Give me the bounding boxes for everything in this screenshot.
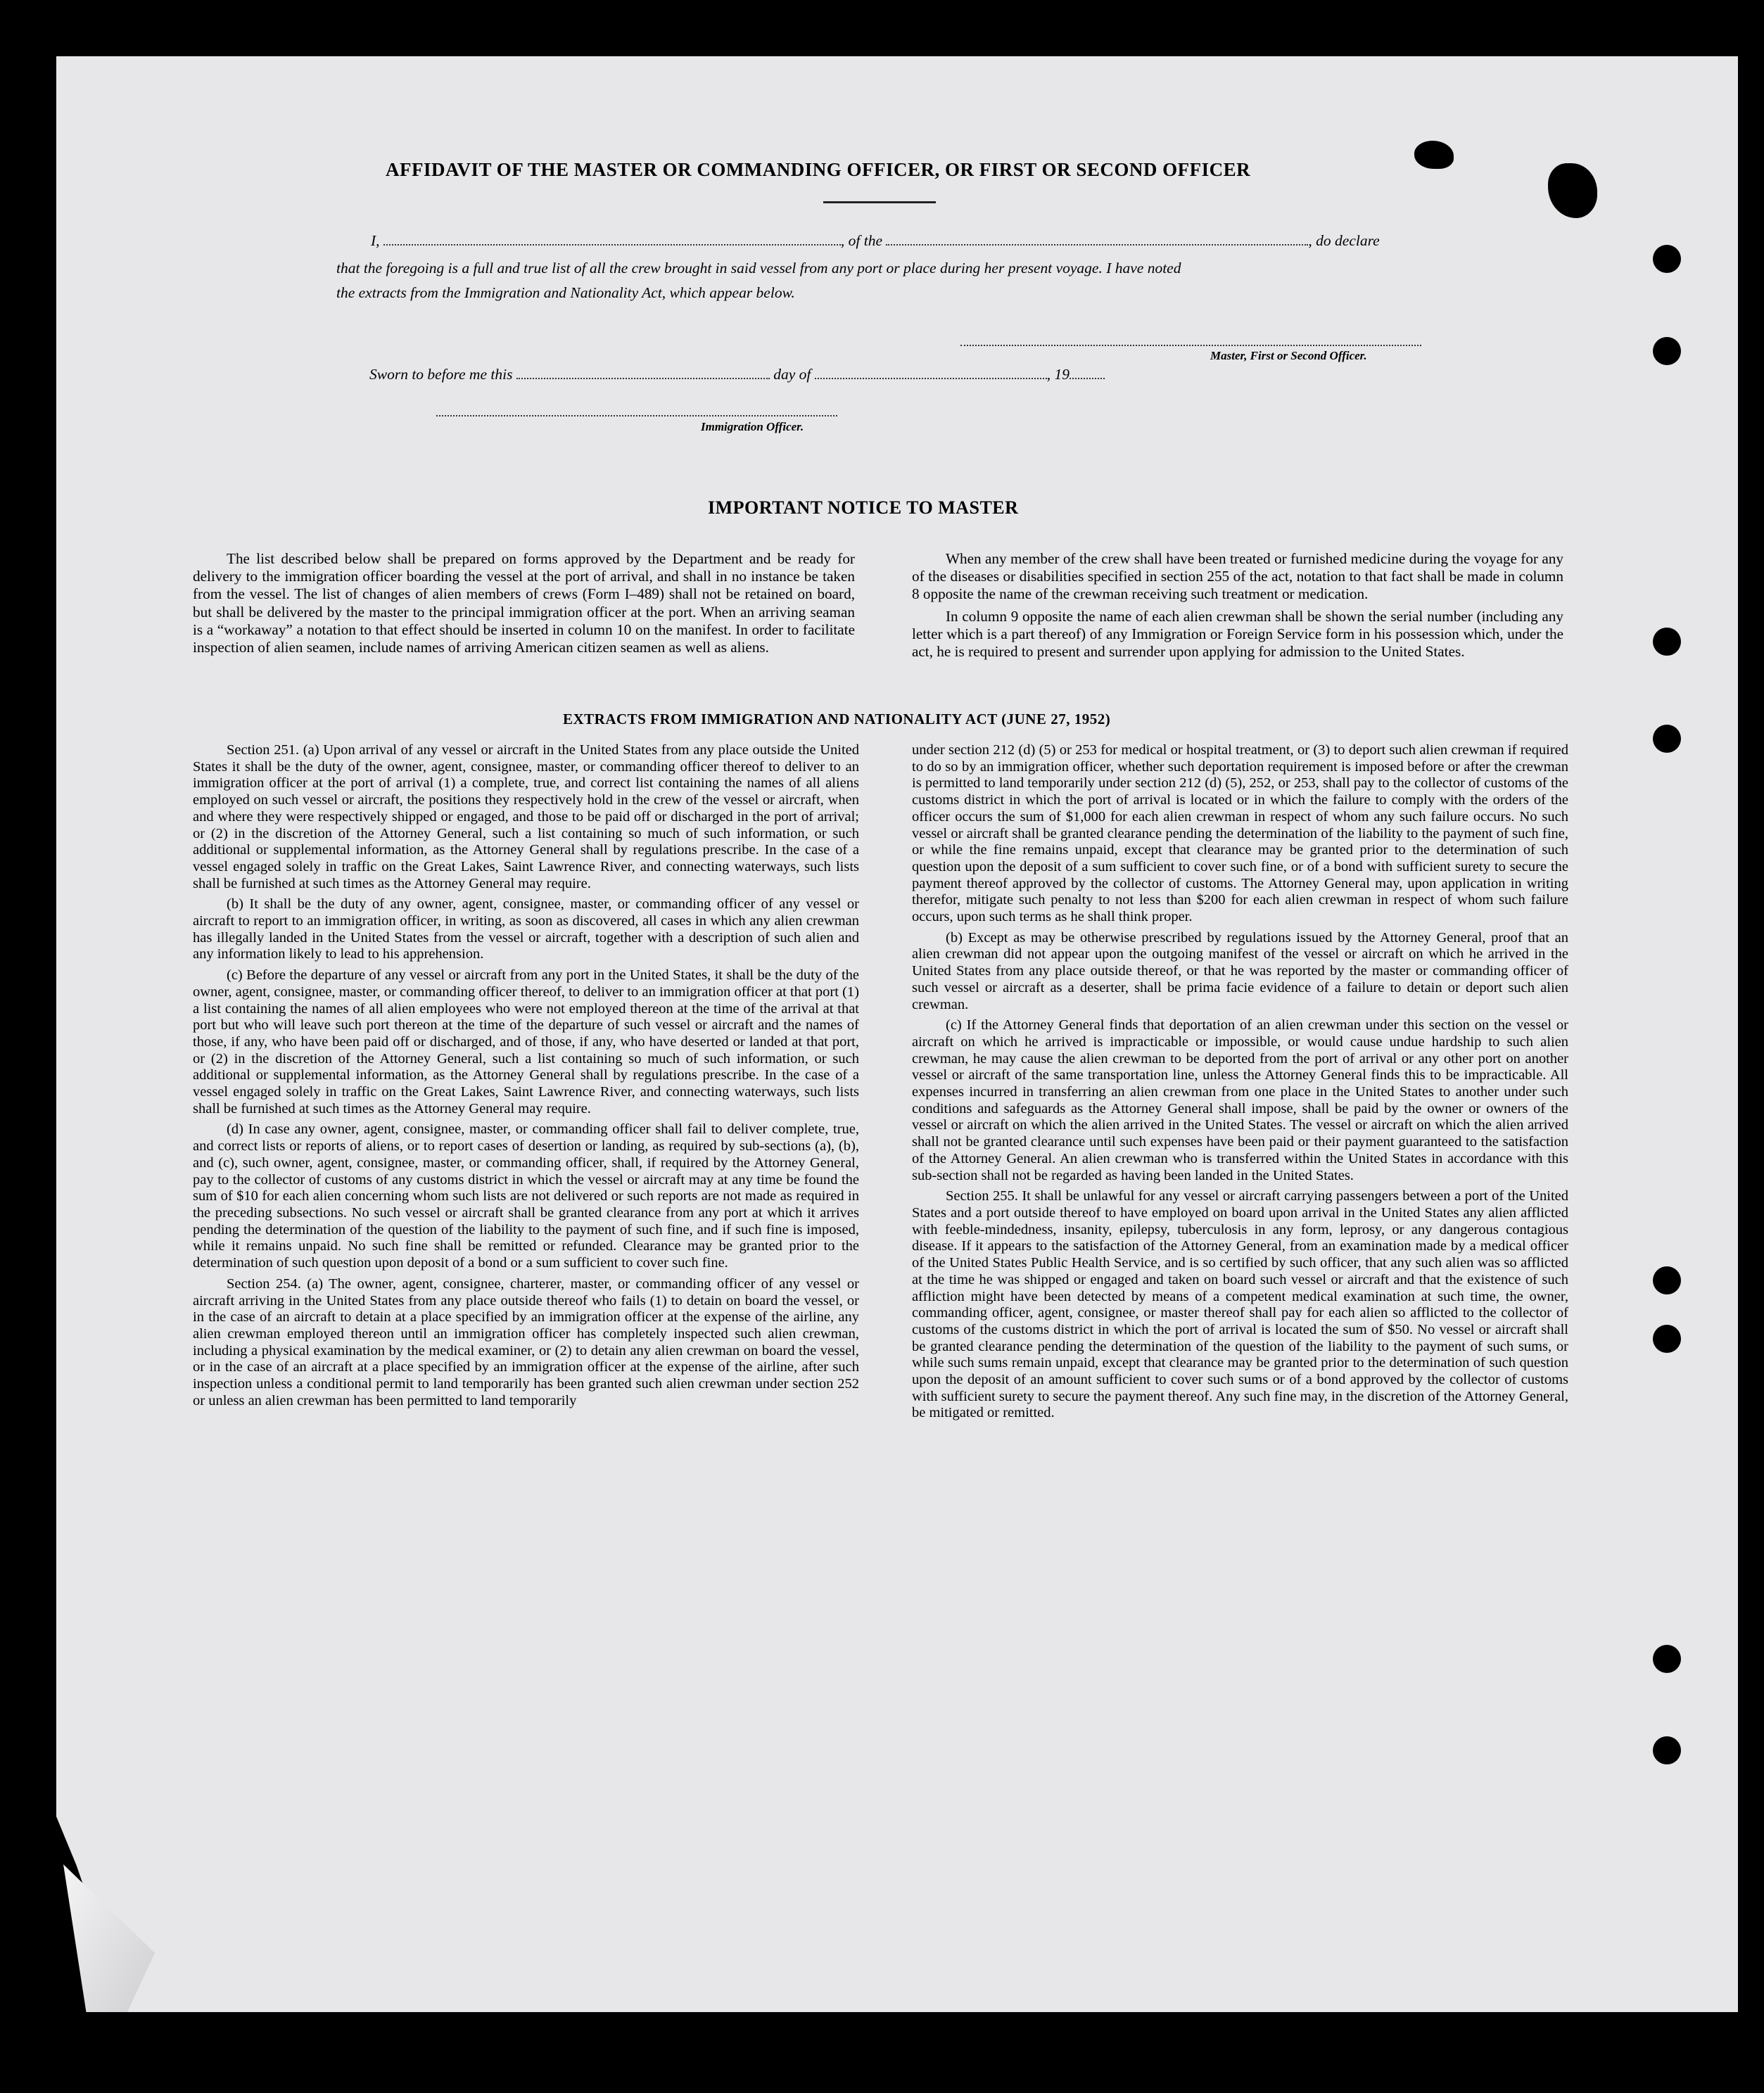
do-declare-label: , do declare bbox=[1308, 232, 1380, 249]
section-254a: Section 254. (a) The owner, agent, consignee, charterer, master, or commanding officer of any vessel or aircraft arriving in the United States from any place outside thereof who fails (1) to detain on board the vessel, or in the case of an aircraft to detain at a place specified by an immigration officer at the expense of the airline, any alien crewman employed thereon until an immigration officer has completely inspected such alien crewman, including a physical examination by the medical examiner, or (2) to detain any alien crewman on board the vessel, or in the case of an aircraft at a place specified by an immigration officer at the expense of the airline, after such inspection unless a conditional permit to land temporarily has been granted such alien crewman under section 252 or unless an alien crewman has been permitted to land temporarily bbox=[193, 1275, 859, 1408]
affidavit-line-3: the extracts from the Immigration and Nationality Act, which appear below. bbox=[336, 284, 795, 301]
sworn-year-field[interactable] bbox=[1070, 378, 1105, 379]
officer-signature-label: Immigration Officer. bbox=[701, 420, 804, 433]
section-254a-continued: under section 212 (d) (5) or 253 for medical or hospital treatment, or (3) to deport such alien crewman if required to do so by an immigration officer, whether such deportation requirement is imposed before or after the crewman is permitted to land temporarily under section 212 (d) (5), 252, or 253, shall pay to the collector of customs of the customs district in which the port of arrival is located or in which the failure to comply with the orders of the officer occurs the sum of $1,000 for each alien crewman in respect of whom any such failure occurs. No such vessel or aircraft shall be granted clearance pending the determination of the liability to the payment of such fine, or while the fine remains unpaid, except that clearance may be granted prior to the determination of such question upon the deposit of a sum sufficient to cover such fine, or of a bond with sufficient surety to secure the payment thereof approved by the collector of customs. The Attorney General may, upon application in writing therefor, mitigate such penalty to not less than $200 for each alien crewman in respect of whom such failure occurs, upon such terms as he shall think proper. bbox=[912, 742, 1568, 925]
day-of-label: day of bbox=[773, 366, 811, 383]
section-255: Section 255. It shall be unlawful for any vessel or aircraft carrying passengers between a port of the United States and a port outside thereof to have employed on board upon arrival in the United States any alien afflicted with feeble-mindedness, insanity, epilepsy, tuberculosis in any form, leprosy, or any dangerous contagious disease. If it appears to the satisfaction of the Attorney General, from an examination made by a medical officer of the United States Public Health Service, and is so certified by such officer, that any such alien was so afflicted at the time he was shipped or engaged and taken on board such vessel or aircraft and that the existence of such affliction might have been detected by means of a competent medical examination at such time, the owner, commanding officer, agent, consignee, or master thereof shall pay for each alien so afflicted to the collector of customs of the customs district in which the port of arrival is located the sum of $50. No vessel or aircraft shall be granted clearance pending the determination of the question of the liability to the payment of such sums, or while such sums remain unpaid, except that clearance may be granted prior to the determination of such question upon the deposit of an amount sufficient to cover such sums or of a bond approved by the collector of customs with sufficient surety to secure the payment thereof. Any such fine may, in the discretion of the Attorney General, be mitigated or remitted. bbox=[912, 1188, 1568, 1421]
punch-hole bbox=[1653, 1645, 1681, 1673]
section-251c: (c) Before the departure of any vessel or aircraft from any port in the United States, it shall be the duty of the owner, agent, consignee, master, or commanding officer thereof, to deliver to an immigration officer at that port (1) a list containing the names of all alien employees who were not employed thereon at the time of the arrival at that port but who will leave such port thereon at the time of the departure of such vessel or aircraft and the names of those, if any, who have been paid off or discharged, and of those, if any, who have deserted or landed at that port, or (2) in the discretion of the Attorney General, such a list containing so much of such information, or such additional or supplemental information, as the Attorney General shall by regulations prescribe. In the case of a vessel engaged solely in traffic on the Great Lakes, Saint Lawrence River, and connecting waterways, such lists shall be furnished at such times as the Attorney General may require. bbox=[193, 967, 859, 1117]
extracts-right-column bbox=[912, 742, 1568, 1426]
notice-left-column bbox=[193, 550, 855, 661]
affidavit-line-1 bbox=[371, 232, 1380, 250]
sworn-line bbox=[369, 366, 1105, 383]
extracts-title: EXTRACTS FROM IMMIGRATION AND NATIONALITY ACT (JUNE 27, 1952) bbox=[563, 711, 1111, 727]
section-254b: (b) Except as may be otherwise prescribed by regulations issued by the Attorney General, proof that an alien crewman did not appear upon the outgoing manifest of the vessel or aircraft on which he arrived in the United States from any place outside thereof, or that he was reported by the master or commanding officer of such vessel or aircraft as a deserter, shall be prima facie evidence of a failure to detain or deport such alien crewman. bbox=[912, 929, 1568, 1012]
master-signature-line[interactable] bbox=[960, 345, 1421, 346]
officer-signature-line[interactable] bbox=[436, 415, 837, 416]
punch-hole bbox=[1653, 245, 1681, 273]
notice-title: IMPORTANT NOTICE TO MASTER bbox=[708, 497, 1019, 518]
sworn-label: Sworn to before me this bbox=[369, 366, 513, 383]
year-label: , 19 bbox=[1046, 366, 1070, 383]
punch-hole bbox=[1653, 1266, 1681, 1294]
sworn-day-field[interactable] bbox=[516, 378, 770, 379]
vessel-field[interactable] bbox=[886, 244, 1308, 246]
notice-paragraph: In column 9 opposite the name of each alien crewman shall be shown the serial number (including any letter which is a part thereof) of any Immigration or Foreign Service form in his possession which, under the act, he is required to present and surrender upon applying for admission to the United States. bbox=[912, 607, 1563, 661]
punch-hole bbox=[1653, 1736, 1681, 1764]
sworn-month-field[interactable] bbox=[815, 378, 1047, 379]
master-signature-label: Master, First or Second Officer. bbox=[1210, 349, 1367, 362]
punch-hole bbox=[1653, 725, 1681, 753]
extracts-left-column bbox=[193, 742, 859, 1413]
notice-paragraph: The list described below shall be prepared on forms approved by the Department and be ready for delivery to the immigration officer boarding the vessel at the port of arrival, and shall in no instance be taken from the vessel. The list of changes of alien members of crews (Form I–489) shall not be retained on board, but shall be delivered by the master to the principal immigration officer at the port. When an arriving seaman is a “workaway” a notation to that effect should be inserted in column 10 on the manifest. In order to facilitate inspection of alien seamen, include names of arriving American citizen seamen as well as aliens. bbox=[193, 550, 855, 656]
section-251b: (b) It shall be the duty of any owner, agent, consignee, master, or commanding officer of any vessel or aircraft to report to an immigration officer, in writing, as soon as discovered, all cases in which any alien crewman has illegally landed in the United States from the vessel or aircraft, together with a description of such alien and any information likely to lead to his apprehension. bbox=[193, 896, 859, 962]
notice-right-column bbox=[912, 550, 1563, 665]
i-label: I, bbox=[371, 232, 380, 249]
of-the-label: , of the bbox=[840, 232, 883, 249]
title-rule bbox=[823, 201, 936, 203]
punch-hole bbox=[1653, 337, 1681, 365]
punch-hole bbox=[1653, 628, 1681, 656]
affidavit-line-2: that the foregoing is a full and true list of all the crew brought in said vessel from any port or place during her present voyage. I have noted bbox=[336, 260, 1181, 276]
section-254c: (c) If the Attorney General finds that deportation of an alien crewman under this section on the vessel or aircraft on which he arrived is impracticable or impossible, or would cause undue hardship to such alien crewman, he may cause the alien crewman to be deported from the port of arrival or any other port on another vessel or aircraft of the same transportation line, unless the Attorney General finds this to be impracticable. All expenses incurred in transferring an alien crewman from one place in the United States to another under such conditions and safeguards as the Attorney General shall impose, shall be paid by the owner or owners of the vessel or aircraft on which the alien arrived in the United States. The vessel or aircraft on which the alien arrived shall not be granted clearance until such expenses have been paid or their payment guaranteed to the satisfaction of the Attorney General. An alien crewman who is transferred within the United States in accordance with this sub-section shall not be regarded as having been landed in the United States. bbox=[912, 1017, 1568, 1183]
section-251a: Section 251. (a) Upon arrival of any vessel or aircraft in the United States from any place outside the United States it shall be the duty of the owner, agent, consignee, master, or commanding officer thereof to deliver to an immigration officer at the port of arrival (1) a complete, true, and correct list containing the names of all aliens employed on such vessel or aircraft, the positions they respectively hold in the crew of the vessel or aircraft, when and where they were respectively shipped or engaged, and those to be paid off or discharged in the port of arrival; or (2) in the discretion of the Attorney General, such a list containing so much of such information, or such additional or supplemental information, as the Attorney General shall by regulations prescribe. In the case of a vessel engaged solely in traffic on the Great Lakes, Saint Lawrence River, and connecting waterways, such lists shall be furnished at such times as the Attorney General may require. bbox=[193, 742, 859, 891]
name-field[interactable] bbox=[383, 244, 841, 246]
punch-hole bbox=[1653, 1325, 1681, 1353]
notice-paragraph: When any member of the crew shall have been treated or furnished medicine during the voyage for any of the diseases or disabilities specified in section 255 of the act, notation to that fact shall be made in column 8 opposite the name of the crewman receiving such treatment or medication. bbox=[912, 550, 1563, 603]
ink-blot bbox=[1414, 141, 1454, 169]
affidavit-title: AFFIDAVIT OF THE MASTER OR COMMANDING OFFICER, OR FIRST OR SECOND OFFICER bbox=[386, 159, 1251, 180]
section-251d: (d) In case any owner, agent, consignee, master, or commanding officer shall fail to deliver complete, true, and correct lists or reports of aliens, or to report cases of desertion or landing, as required by sub-sections (a), (b), and (c), such owner, agent, consignee, master, or commanding officer, shall, if required by the Attorney General, pay to the collector of customs of any customs district in which the vessel or aircraft may at any time be found the sum of $10 for each alien concerning whom such lists are not delivered or such reports are not made as required in the preceding subsections. No such vessel or aircraft shall be granted clearance from any port at which it arrives pending the determination of the question of the liability to the payment of such fine, and if such fine is imposed, while it remains unpaid. No such fine shall be remitted or refunded. Clearance may be granted prior to the determination of such question upon deposit of a bond or a sum sufficient to cover such fine. bbox=[193, 1121, 859, 1271]
